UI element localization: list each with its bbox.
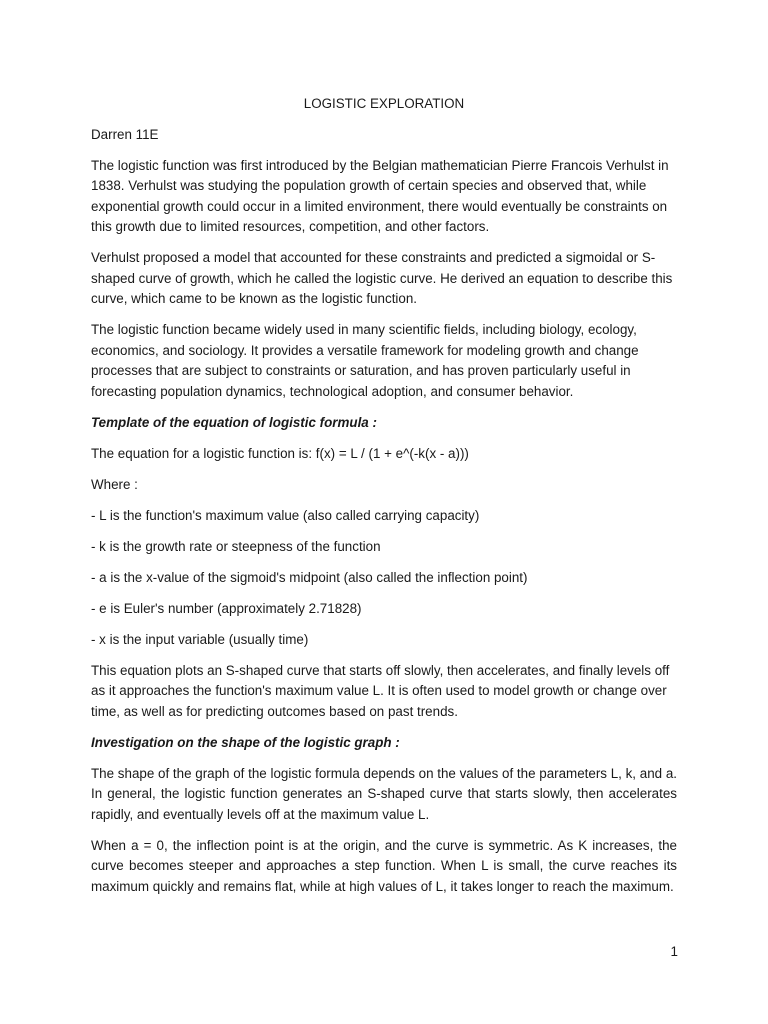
page-number: 1 xyxy=(670,944,678,959)
definition-a: - a is the x-value of the sigmoid's midpoint (also called the inflection point) xyxy=(91,569,528,585)
explanation-paragraph: This equation plots an S-shaped curve that starts off slowly, then accelerates, and finally levels off as it approaches the function's maximum value L. It is often used to model growth or change over time, as well as for predicting outcomes based on past trends. xyxy=(91,662,670,719)
equation-line: The equation for a logistic function is: f(x) = L / (1 + e^(-k(x - a))) xyxy=(91,445,469,461)
author-line: Darren 11E xyxy=(91,126,159,142)
section-heading-investigation: Investigation on the shape of the logistic graph : xyxy=(91,734,400,750)
definition-L: - L is the function's maximum value (also called carrying capacity) xyxy=(91,507,480,523)
definition-k: - k is the growth rate or steepness of the function xyxy=(91,538,381,554)
definition-x: - x is the input variable (usually time) xyxy=(91,631,309,647)
shape-paragraph-2: When a = 0, the inflection point is at the origin, and the curve is symmetric. As K increases, the curve becomes steeper and approaches a step function. When L is small, the curve reaches its maximum quickly and remains flat, while at high values of L, it takes longer to reach the maximum. xyxy=(91,837,677,894)
intro-paragraph-3: The logistic function became widely used in many scientific fields, including biology, ecology, economics, and sociology. It provides a versatile framework for modeling growth and change processes that are subject to constraints or saturation, and has proven particularly useful in forecasting population dynamics, technological adoption, and consumer behavior. xyxy=(91,322,639,399)
section-heading-template: Template of the equation of logistic formula : xyxy=(91,414,377,430)
shape-paragraph-1: The shape of the graph of the logistic formula depends on the values of the parameters L, k, and a. In general, the logistic function generates an S-shaped curve that starts slowly, then accelerates rapidly, and eventually levels off at the maximum value L. xyxy=(91,765,677,822)
intro-paragraph-1: The logistic function was first introduced by the Belgian mathematician Pierre Francois Verhulst in 1838. Verhulst was studying the population growth of certain species and observed that, while exponential growth could occur in a limited environment, there would eventually be constraints on this growth due to limited resources, competition, and other factors. xyxy=(91,157,669,234)
where-label: Where : xyxy=(91,476,138,492)
definition-e: - e is Euler's number (approximately 2.71828) xyxy=(91,600,362,616)
page-content xyxy=(91,94,677,908)
intro-paragraph-2: Verhulst proposed a model that accounted for these constraints and predicted a sigmoidal or S-shaped curve of growth, which he called the logistic curve. He derived an equation to describe this curve, which came to be known as the logistic function. xyxy=(91,250,673,306)
document-title: LOGISTIC EXPLORATION xyxy=(303,96,465,111)
